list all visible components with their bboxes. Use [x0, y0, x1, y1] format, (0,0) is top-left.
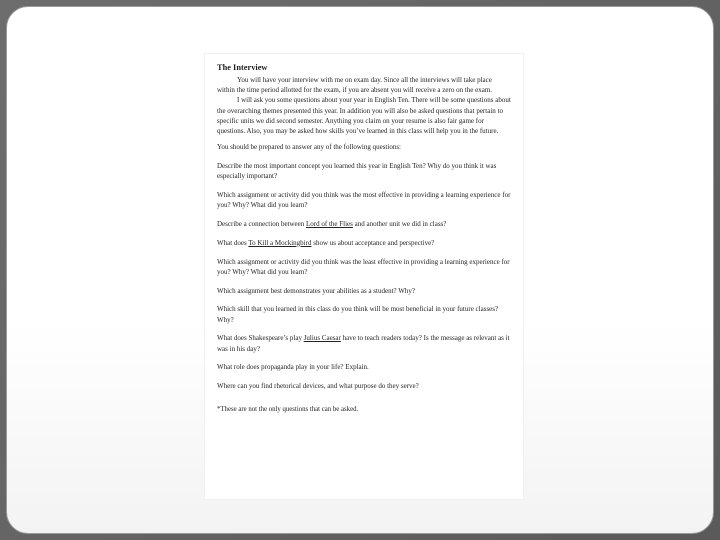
- question-4-post: show us about acceptance and perspective?: [311, 238, 435, 247]
- question-10: Where can you find rhetorical devices, and what purpose do they serve?: [217, 382, 419, 391]
- question-3-pre: Describe a connection between: [217, 220, 307, 229]
- intro-paragraph-2: I will ask you some questions about your year in English Ten. There will be some questions about the overarching themes presented this year. In addition you will also be asked questions that pertain to specific units we did second semester. Anything you claim on your resume is also fair game for questions. Also, you may be asked how skills you’ve learned in this class will help you in the future.: [217, 96, 511, 136]
- question-8-post: have to teach readers today? Is the message as relevant as it was in his day?: [217, 334, 510, 353]
- question-9: What role does propaganda play in your life? Explain.: [217, 363, 369, 372]
- intro-paragraph-1: You will have your interview with me on exam day. Since all the interviews will take place within the time period allotted for the exam, if you are absent you will receive a zero on the exam.: [217, 76, 493, 95]
- question-2: Which assignment or activity did you think was the most effective in providing a learning experience for you? Why? What did you learn?: [217, 191, 511, 210]
- prepare-line: You should be prepared to answer any of the following questions:: [217, 143, 401, 152]
- play-title-julius-caesar: Julius Caesar: [303, 334, 341, 343]
- question-4-pre: What does: [217, 238, 249, 247]
- question-8: [217, 333, 511, 353]
- question-8-pre: What does Shakespeare’s play: [217, 334, 304, 343]
- slide: [6, 6, 714, 534]
- footnote: *These are not the only questions that can be asked.: [217, 406, 359, 414]
- question-7: Which skill that you learned in this class do you think will be most beneficial in your future classes? Why?: [217, 305, 499, 324]
- scanned-document: [205, 54, 523, 499]
- question-5: Which assignment or activity did you think was the least effective in providing a learning experience for you? Why? What did you learn?: [217, 257, 510, 276]
- question-6: Which assignment best demonstrates your abilities as a student? Why?: [217, 286, 415, 295]
- question-3: [217, 219, 511, 229]
- book-title-mockingbird: To Kill a Mockingbird: [248, 238, 312, 247]
- book-title-lord-of-the-flies: Lord of the Flies: [306, 220, 353, 229]
- question-4: [217, 238, 511, 248]
- document-title: The Interview: [217, 63, 268, 72]
- question-1: Describe the most important concept you learned this year in English Ten? Why do you think it was especially important?: [217, 162, 497, 181]
- question-3-post: and another unit we did in class?: [352, 220, 447, 229]
